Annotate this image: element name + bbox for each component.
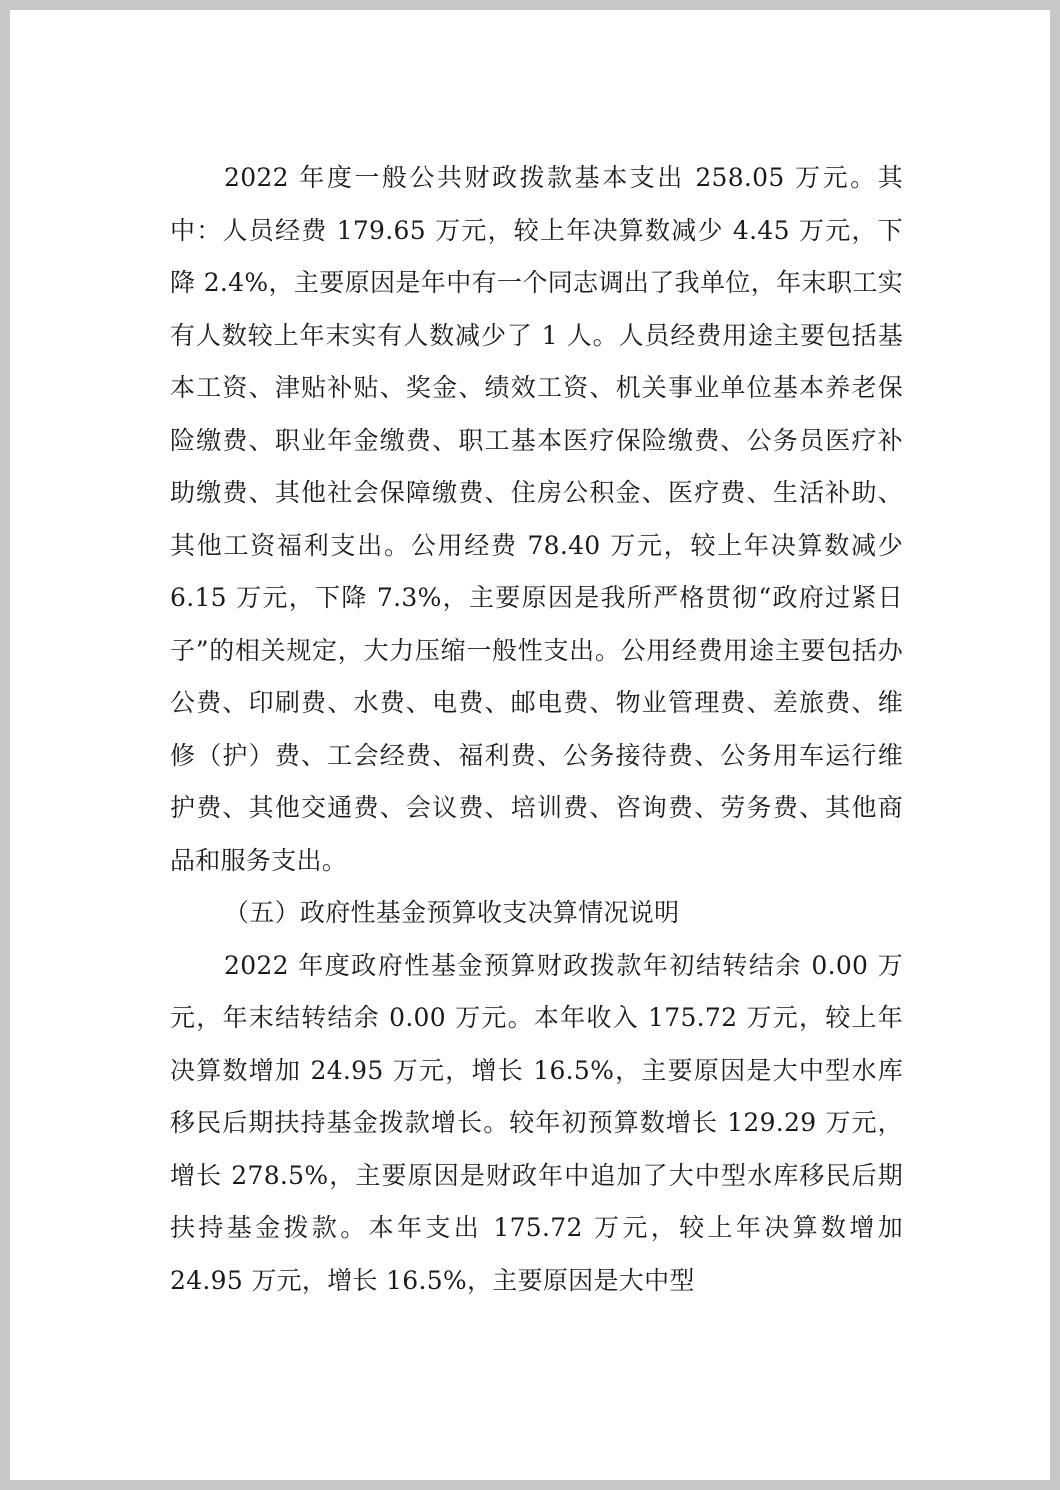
paragraph-government-fund: 2022 年度政府性基金预算财政拨款年初结转结余 0.00 万元，年末结转结余 0.00 万元。本年收入 175.72 万元，较上年决算数增加 24.95 万元，增长 16.5%，主要原因是大中型水库移民后期扶持基金拨款增长。较年初预算数增长 129.29 万元，增长 278.5%，主要原因是财政年中追加了大中型水库移民后期扶持基金拨款。本年支出 175.72 万元，较上年决算数增加 24.95 万元，增长 16.5%，主要原因是大中型 bbox=[170, 950, 903, 1295]
document-body bbox=[170, 152, 903, 1307]
document-page bbox=[10, 10, 1050, 1480]
paragraph-basic-expenditure: 2022 年度一般公共财政拨款基本支出 258.05 万元。其中：人员经费 179.65 万元，较上年决算数减少 4.45 万元，下降 2.4%，主要原因是年中有一个同志调出了我单位，年末职工实有人数较上年末实有人数减少了 1 人。人员经费用途主要包括基本工资、津贴补贴、奖金、绩效工资、机关事业单位基本养老保险缴费、职业年金缴费、职工基本医疗保险缴费、公务员医疗补助缴费、其他社会保障缴费、住房公积金、医疗费、生活补助、其他工资福利支出。公用经费 78.40 万元，较上年决算数减少 6.15 万元，下降 7.3%，主要原因是我所严格贯彻“政府过紧日子”的相关规定，大力压缩一般性支出。公用经费用途主要包括办公费、印刷费、水费、电费、邮电费、物业管理费、差旅费、维修（护）费、工会经费、福利费、公务接待费、公务用车运行维护费、其他交通费、会议费、培训费、咨询费、劳务费、其他商品和服务支出。 bbox=[170, 163, 903, 875]
section-heading-government-fund: （五）政府性基金预算收支决算情况说明 bbox=[224, 898, 680, 927]
